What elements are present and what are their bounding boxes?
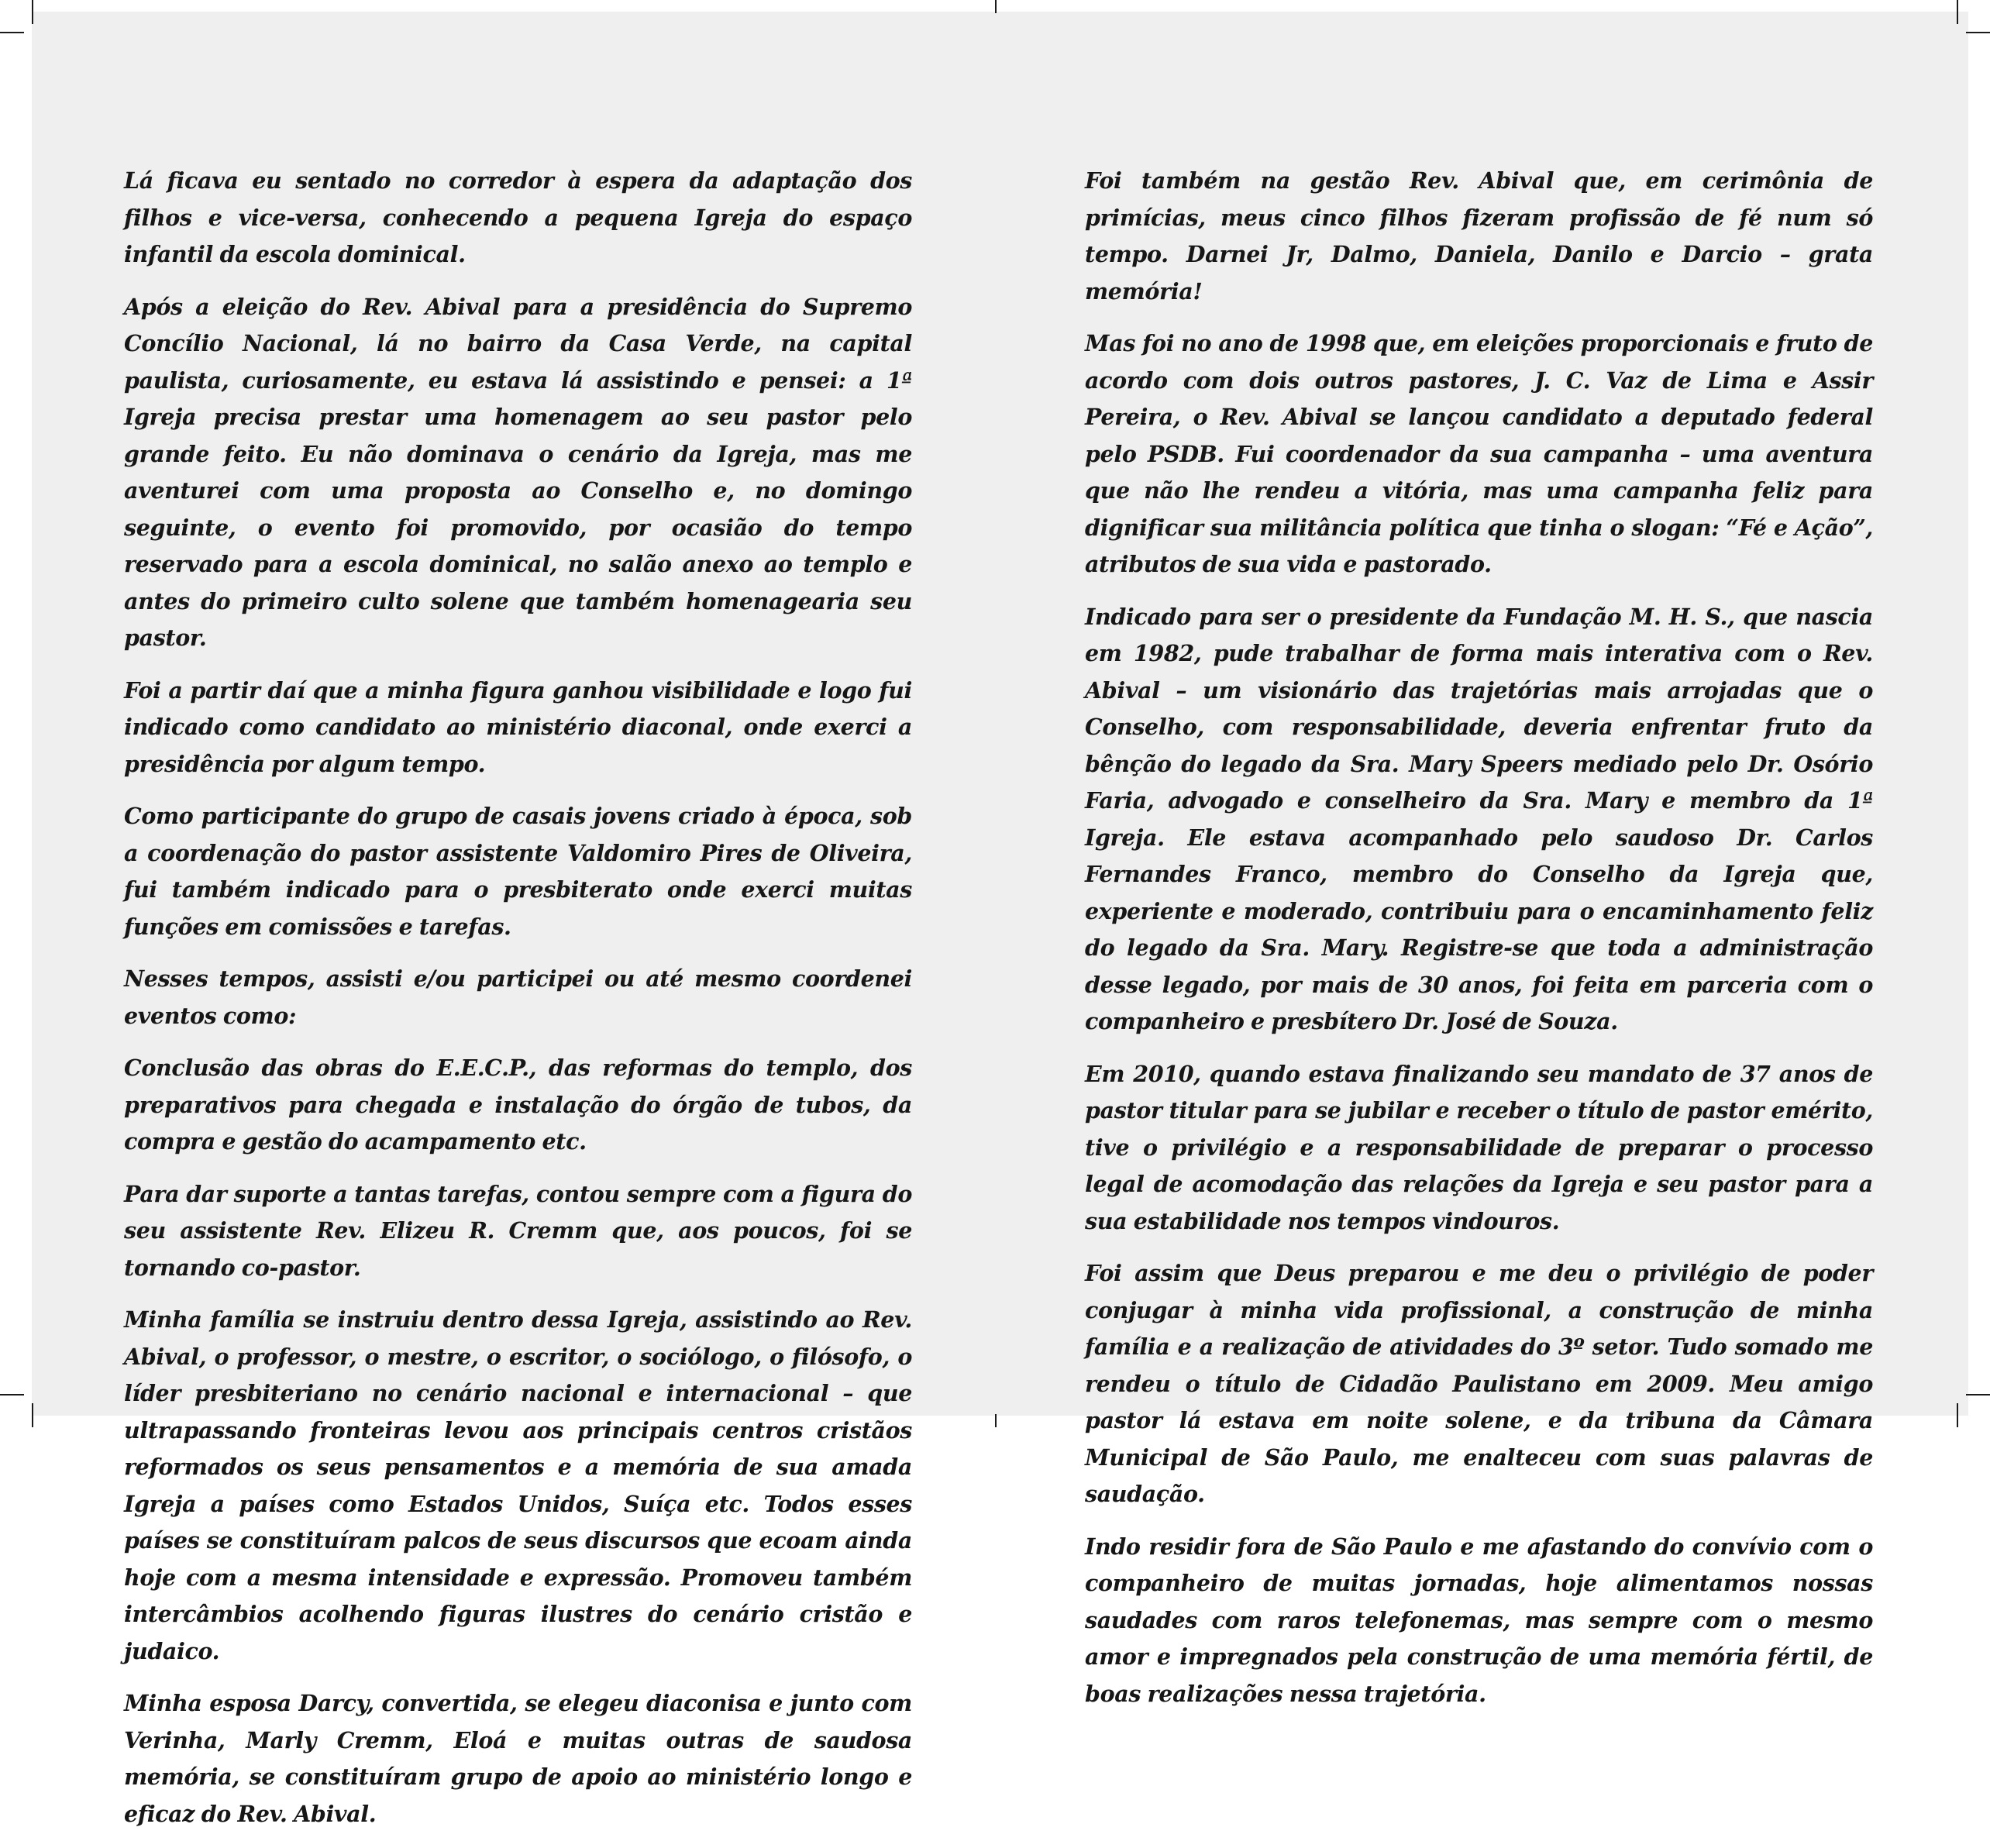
right-paragraph-3: Indicado para ser o presidente da Fundação M. H. S., que nascia em 1982, pude trabalhar de forma mais interativa com o Rev. Abival – um visionário das trajetórias mais arrojadas que o Conselho, com responsabilidade, deveria enfrentar fruto da bênção do legado da Sra. Mary Speers mediado pelo Dr. Osório Faria, advogado e conselheiro da Sra. Mary e membro da 1ª Igreja. Ele estava acompanhado pelo saudoso Dr. Carlos Fernandes Franco, membro do Conselho da Igreja que, experiente e moderado, contribuiu para o encaminhamento feliz do legado da Sra. Mary. Registre-se que toda a administração desse legado, por mais de 30 anos, foi feita em parceria com o companheiro e presbítero Dr. José de Souza. bbox=[1085, 603, 1873, 1034]
crop-mark-bottom-left-v bbox=[32, 1403, 33, 1427]
crop-mark-top-left-v bbox=[32, 0, 33, 24]
crop-mark-bottom-right-v bbox=[1957, 1403, 1958, 1427]
left-paragraph-1: Lá ficava eu sentado no corredor à espera da adaptação dos filhos e vice-versa, conhecendo a pequena Igreja do espaço infantil da escola dominical. bbox=[124, 167, 912, 267]
right-paragraph-6: Indo residir fora de São Paulo e me afastando do convívio com o companheiro de muitas jornadas, hoje alimentamos nossas saudades com raros telefonemas, mas sempre com o mesmo amor e impregnados pela construção de uma memória fértil, de boas realizações nessa trajetória. bbox=[1085, 1533, 1873, 1707]
left-paragraph-5: Nesses tempos, assisti e/ou participei ou até mesmo coordenei eventos como: bbox=[124, 965, 912, 1029]
right-paragraph-2: Mas foi no ano de 1998 que, em eleições proporcionais e fruto de acordo com dois outros pastores, J. C. Vaz de Lima e Assir Pereira, o Rev. Abival se lançou candidato a deputado federal pelo PSDB. Fui coordenador da sua campanha – uma aventura que não lhe rendeu a vitória, mas uma campanha feliz para dignificar sua militância política que tinha o slogan: “Fé e Ação”, atributos de sua vida e pastorado. bbox=[1085, 330, 1873, 577]
left-paragraph-8: Minha família se instruiu dentro dessa Igreja, assistindo ao Rev. Abival, o professor, o mestre, o escritor, o sociólogo, o filósofo, o líder presbiteriano no cenário nacional e internacional – que ultrapassando fronteiras levou aos principais centros cristãos reformados os seus pensamentos e a memória de sua amada Igreja a países como Estados Unidos, Suíça etc. Todos esses países se constituíram palcos de seus discursos que ecoam ainda hoje com a mesma intensidade e expressão. Promoveu também intercâmbios acolhendo figuras ilustres do cenário cristão e judaico. bbox=[124, 1306, 912, 1664]
left-paragraph-3: Foi a partir daí que a minha figura ganhou visibilidade e logo fui indicado como candidato ao ministério diaconal, onde exerci a presidência por algum tempo. bbox=[124, 676, 912, 777]
right-page-text bbox=[1085, 163, 1873, 1728]
right-paragraph-5: Foi assim que Deus preparou e me deu o privilégio de poder conjugar à minha vida profissional, a construção de minha família e a realização de atividades do 3º setor. Tudo somado me rendeu o título de Cidadão Paulistano em 2009. Meu amigo pastor lá estava em noite solene, e da tribuna da Câmara Municipal de São Paulo, me enalteceu com suas palavras de saudação. bbox=[1085, 1260, 1873, 1507]
left-paragraph-2: Após a eleição do Rev. Abival para a presidência do Supremo Concílio Nacional, lá no bairro da Casa Verde, na capital paulista, curiosamente, eu estava lá assistindo e pensei: a 1ª Igreja precisa prestar uma homenagem ao seu pastor pelo grande feito. Eu não dominava o cenário da Igreja, mas me aventurei com uma proposta ao Conselho e, no domingo seguinte, o evento foi promovido, por ocasião do tempo reservado para a escola dominical, no salão anexo ao templo e antes do primeiro culto solene que também homenagearia seu pastor. bbox=[124, 293, 912, 651]
crop-mark-top-right-v bbox=[1957, 0, 1958, 24]
right-paragraph-1: Foi também na gestão Rev. Abival que, em cerimônia de primícias, meus cinco filhos fizeram profissão de fé num só tempo. Darnei Jr, Dalmo, Daniela, Danilo e Darcio – grata memória! bbox=[1085, 167, 1873, 305]
right-paragraph-4: Em 2010, quando estava finalizando seu mandato de 37 anos de pastor titular para se jubilar e receber o título de pastor emérito, tive o privilégio e a responsabilidade de preparar o processo legal de acomodação das relações da Igreja e seu pastor para a sua estabilidade nos tempos vindouros. bbox=[1085, 1060, 1873, 1234]
crop-mark-top-left-h bbox=[0, 32, 24, 33]
crop-mark-top-center-v bbox=[995, 0, 997, 13]
left-paragraph-4: Como participante do grupo de casais jovens criado à época, sob a coordenação do pastor assistente Valdomiro Pires de Oliveira, fui também indicado para o presbiterato onde exerci muitas funções em comissões e tarefas. bbox=[124, 803, 912, 940]
left-page-text bbox=[124, 163, 912, 1848]
left-paragraph-7: Para dar suporte a tantas tarefas, contou sempre com a figura do seu assistente Rev. Elizeu R. Cremm que, aos poucos, foi se tornando co-pastor. bbox=[124, 1180, 912, 1281]
crop-mark-bottom-left-h bbox=[0, 1394, 24, 1395]
crop-mark-bottom-right-h bbox=[1966, 1394, 1990, 1395]
left-paragraph-9: Minha esposa Darcy, convertida, se elegeu diaconisa e junto com Verinha, Marly Cremm, Eloá e muitas outras de saudosa memória, se constituíram grupo de apoio ao ministério longo e eficaz do Rev. Abival. bbox=[124, 1690, 912, 1827]
crop-mark-bottom-center-v bbox=[995, 1414, 997, 1427]
left-paragraph-6: Conclusão das obras do E.E.C.P., das reformas do templo, dos preparativos para chegada e instalação do órgão de tubos, da compra e gestão do acampamento etc. bbox=[124, 1055, 912, 1155]
crop-mark-top-right-h bbox=[1966, 32, 1990, 33]
